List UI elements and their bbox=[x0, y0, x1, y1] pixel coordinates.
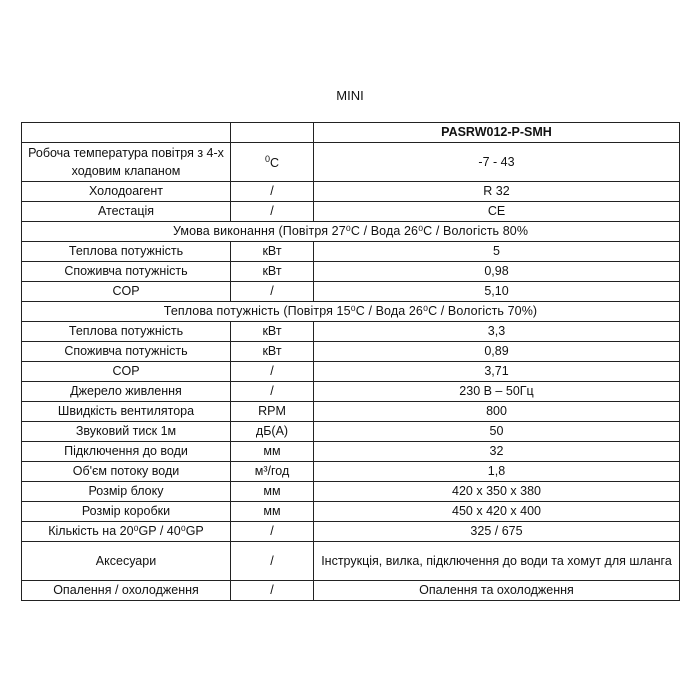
value-cell: 32 bbox=[314, 442, 680, 462]
unit-cell: / bbox=[231, 182, 314, 202]
param-cell: Аксесуари bbox=[22, 542, 231, 581]
value-cell: 800 bbox=[314, 402, 680, 422]
param-cell: Споживча потужність bbox=[22, 262, 231, 282]
unit-cell: / bbox=[231, 382, 314, 402]
param-cell: Теплова потужність bbox=[22, 242, 231, 262]
section-header: Умова виконання (Повітря 27⁰C / Вода 26⁰C / Вологість 80% bbox=[22, 222, 680, 242]
value-cell: 230 В – 50Гц bbox=[314, 382, 680, 402]
param-cell: Теплова потужність bbox=[22, 322, 231, 342]
param-cell: Опалення / охолодження bbox=[22, 581, 231, 601]
table-row bbox=[22, 362, 680, 382]
value-cell: 0,89 bbox=[314, 342, 680, 362]
table-row bbox=[22, 422, 680, 442]
unit-cell: м³/год bbox=[231, 462, 314, 482]
table-row bbox=[22, 581, 680, 601]
param-cell: Споживча потужність bbox=[22, 342, 231, 362]
table-row bbox=[22, 342, 680, 362]
unit-cell: кВт bbox=[231, 322, 314, 342]
table-row bbox=[22, 282, 680, 302]
unit-superscript: 0 bbox=[264, 154, 270, 165]
unit-cell: / bbox=[231, 581, 314, 601]
section-row bbox=[22, 222, 680, 242]
param-cell: Підключення до води bbox=[22, 442, 231, 462]
value-cell: 1,8 bbox=[314, 462, 680, 482]
param-cell: Кількість на 20⁰GP / 40⁰GP bbox=[22, 522, 231, 542]
unit-cell: мм bbox=[231, 482, 314, 502]
unit-cell: / bbox=[231, 282, 314, 302]
value-cell: -7 - 43 bbox=[314, 143, 680, 182]
header-empty-cell bbox=[231, 123, 314, 143]
param-cell: Робоча температура повітря з 4-х ходовим клапаном bbox=[22, 143, 231, 182]
table-row bbox=[22, 182, 680, 202]
document-title: MINI bbox=[336, 88, 364, 103]
value-cell: 50 bbox=[314, 422, 680, 442]
table-row bbox=[22, 462, 680, 482]
table-row bbox=[22, 542, 680, 581]
param-cell: Холодоагент bbox=[22, 182, 231, 202]
table-row bbox=[22, 242, 680, 262]
table-row bbox=[22, 202, 680, 222]
table-row bbox=[22, 322, 680, 342]
value-cell: 420 x 350 x 380 bbox=[314, 482, 680, 502]
param-cell: Розмір коробки bbox=[22, 502, 231, 522]
unit-cell: мм bbox=[231, 442, 314, 462]
unit-cell: / bbox=[231, 542, 314, 581]
header-empty-cell bbox=[22, 123, 231, 143]
param-cell: Розмір блоку bbox=[22, 482, 231, 502]
section-header: Теплова потужність (Повітря 15⁰C / Вода 26⁰C / Вологість 70%) bbox=[22, 302, 680, 322]
param-cell: Джерело живлення bbox=[22, 382, 231, 402]
value-cell: 5 bbox=[314, 242, 680, 262]
section-row bbox=[22, 302, 680, 322]
value-cell: 3,71 bbox=[314, 362, 680, 382]
unit-cell: RPM bbox=[231, 402, 314, 422]
unit-cell: / bbox=[231, 202, 314, 222]
table-row bbox=[22, 522, 680, 542]
param-cell: Звуковий тиск 1м bbox=[22, 422, 231, 442]
param-cell: COP bbox=[22, 362, 231, 382]
unit-cell: / bbox=[231, 522, 314, 542]
value-cell: CE bbox=[314, 202, 680, 222]
value-cell: 325 / 675 bbox=[314, 522, 680, 542]
table-row bbox=[22, 502, 680, 522]
table-row bbox=[22, 482, 680, 502]
param-cell: Швидкість вентилятора bbox=[22, 402, 231, 422]
value-cell: Опалення та охолодження bbox=[314, 581, 680, 601]
value-cell: R 32 bbox=[314, 182, 680, 202]
param-cell: COP bbox=[22, 282, 231, 302]
spec-table-body bbox=[22, 123, 680, 601]
unit-cell: кВт bbox=[231, 342, 314, 362]
value-cell: 450 x 420 x 400 bbox=[314, 502, 680, 522]
unit-cell: дБ(А) bbox=[231, 422, 314, 442]
unit-cell: мм bbox=[231, 502, 314, 522]
unit-cell: кВт bbox=[231, 242, 314, 262]
param-cell: Об'єм потоку води bbox=[22, 462, 231, 482]
unit-label: C bbox=[269, 156, 280, 171]
table-row bbox=[22, 442, 680, 462]
table-row bbox=[22, 262, 680, 282]
value-cell: Інструкція, вилка, підключення до води та хомут для шланга bbox=[314, 542, 680, 581]
value-cell: 3,3 bbox=[314, 322, 680, 342]
table-header-row bbox=[22, 123, 680, 143]
table-row bbox=[22, 143, 680, 182]
value-cell: 0,98 bbox=[314, 262, 680, 282]
table-row bbox=[22, 382, 680, 402]
model-name: PASRW012-P-SMH bbox=[314, 123, 680, 143]
unit-cell: / bbox=[231, 362, 314, 382]
param-cell: Атестація bbox=[22, 202, 231, 222]
unit-cell bbox=[231, 143, 314, 182]
table-row bbox=[22, 402, 680, 422]
unit-cell: кВт bbox=[231, 262, 314, 282]
value-cell: 5,10 bbox=[314, 282, 680, 302]
spec-table bbox=[21, 122, 680, 601]
